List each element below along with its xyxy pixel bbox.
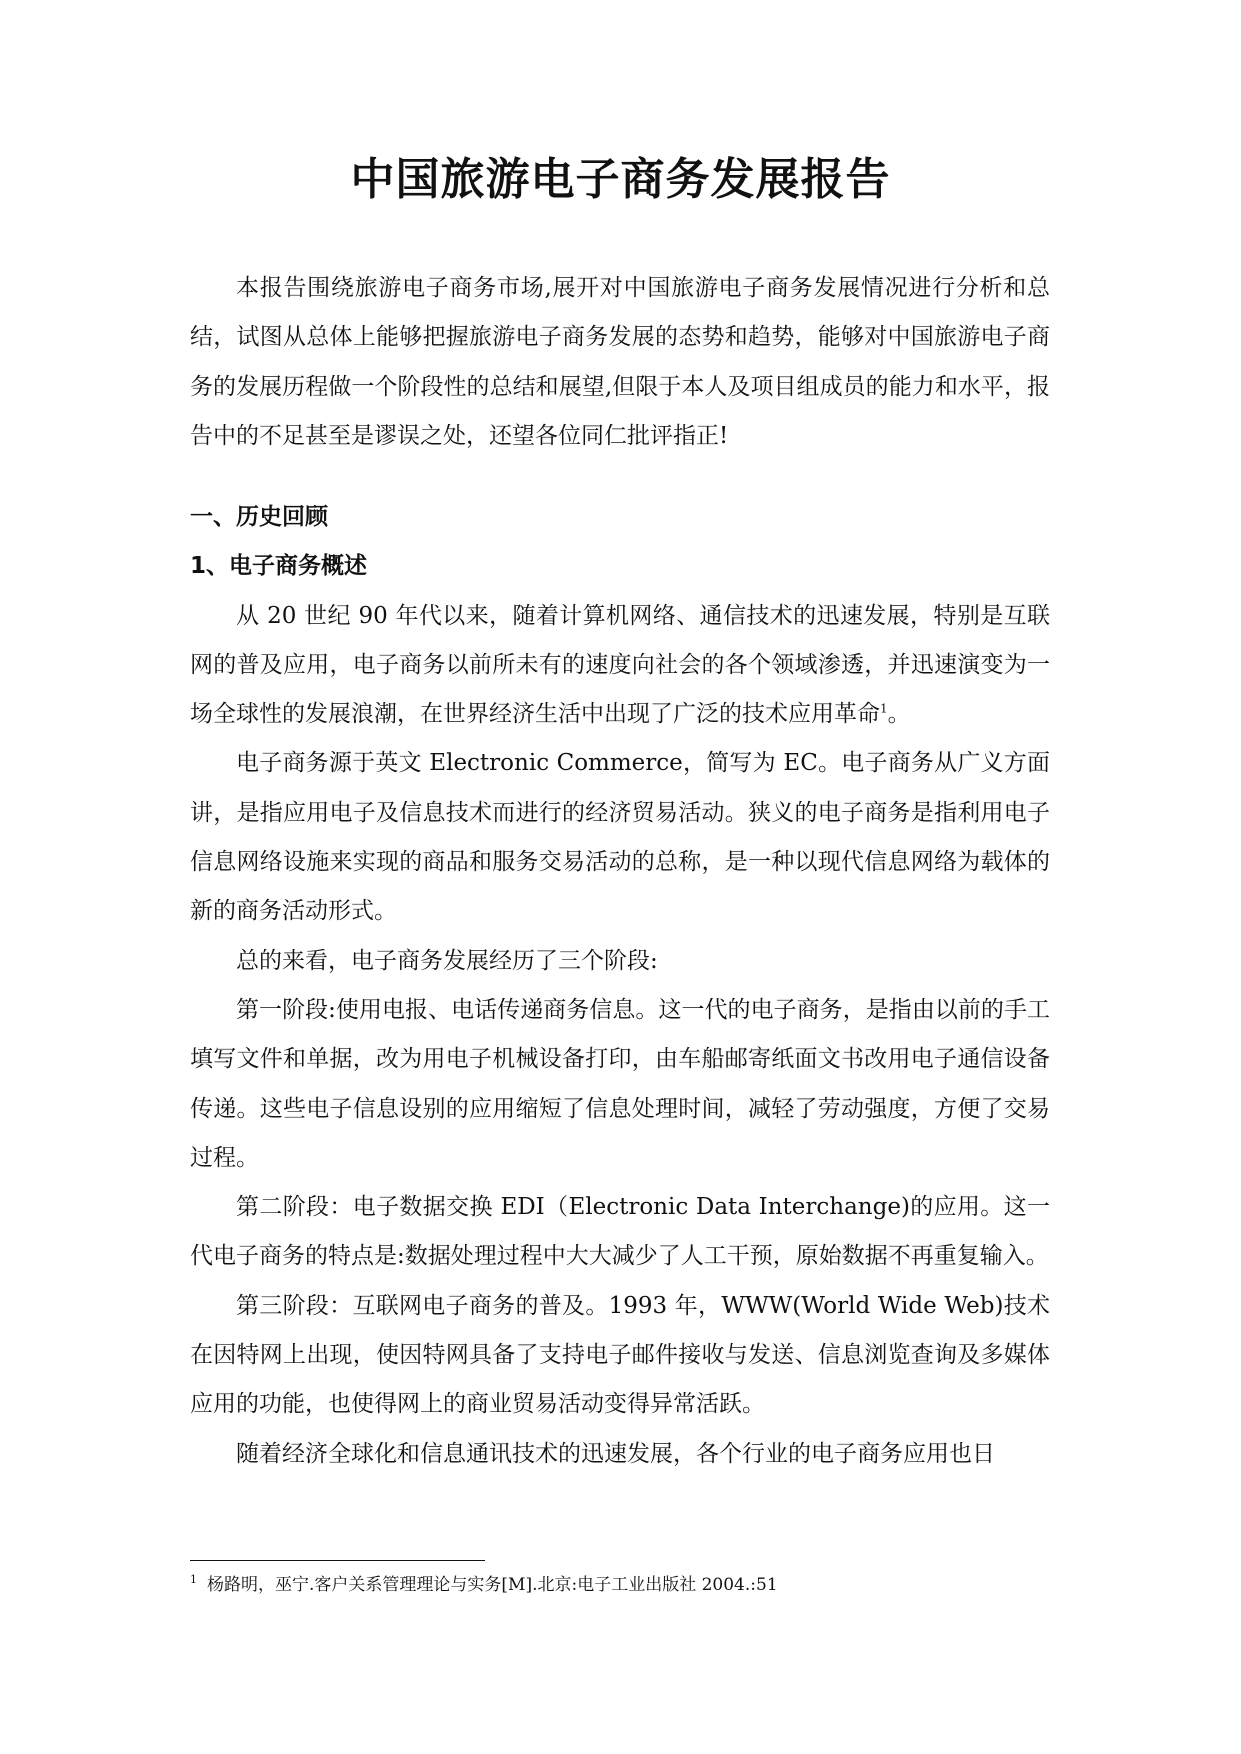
footnote-mark: 1 [190,1573,197,1587]
paragraph-4: 第一阶段:使用电报、电话传递商务信息。这一代的电子商务，是指由以前的手工填写文件和单据，改为用电子机械设备打印，由车船邮寄纸面文书改用电子通信设备传递。这些电子信息设别的应用缩短了信息处理时间，减轻了劳动强度，方便了交易过程。 [190,996,1050,1171]
document-title: 中国旅游电子商务发展报告 [350,154,891,205]
footnote [190,1572,1050,1598]
footnote-text: 杨路明，巫宁.客户关系管理理论与实务[M].北京:电子工业出版社 2004.:51 [207,1575,778,1595]
intro-paragraph: 本报告围绕旅游电子商务市场,展开对中国旅游电子商务发展情况进行分析和总结，试图从总体上能够把握旅游电子商务发展的态势和趋势，能够对中国旅游电子商务的发展历程做一个阶段性的总结和展望,但限于本人及项目组成员的能力和水平，报告中的不足甚至是谬误之处，还望各位同仁批评指正! [190,275,1050,449]
paragraph-3: 总的来看，电子商务发展经历了三个阶段: [236,947,658,974]
paragraph-5: 第二阶段：电子数据交换 EDI（Electronic Data Interchange)的应用。这一代电子商务的特点是:数据处理过程中大大减少了人工干预，原始数据不再重复输入。 [190,1194,1050,1270]
paragraph-1 [190,592,1050,740]
main-content [190,493,1050,1479]
footnote-divider [190,1560,485,1561]
subsection-heading-ecommerce-overview: 1、电子商务概述 [190,553,368,580]
paragraph-1-text: 从 20 世纪 90 年代以来，随着计算机网络、通信技术的迅速发展，特别是互联网的普及应用，电子商务以前所未有的速度向社会的各个领域渗透，并迅速演变为一场全球性的发展浪潮，在世界经济生活中出现了广泛的技术应用革命 [190,602,1050,728]
footnote-reference[interactable]: 1 [880,701,888,716]
paragraph-7: 随着经济全球化和信息通讯技术的迅速发展，各个行业的电子商务应用也日 [236,1440,995,1467]
intro-block [190,264,1050,461]
paragraph-2: 电子商务源于英文 Electronic Commerce，简写为 EC。电子商务从广义方面讲，是指应用电子及信息技术而进行的经济贸易活动。狭义的电子商务是指利用电子信息网络设施来实现的商品和服务交易活动的总称，是一种以现代信息网络为载体的新的商务活动形式。 [190,750,1050,925]
paragraph-6: 第三阶段：互联网电子商务的普及。1993 年，WWW(World Wide Web)技术在因特网上出现，使因特网具备了支持电子邮件接收与发送、信息浏览查询及多媒体应用的功能，也使得网上的商业贸易活动变得异常活跃。 [190,1292,1050,1418]
paragraph-1-end: 。 [887,701,911,728]
section-heading-history: 一、历史回顾 [190,504,328,530]
